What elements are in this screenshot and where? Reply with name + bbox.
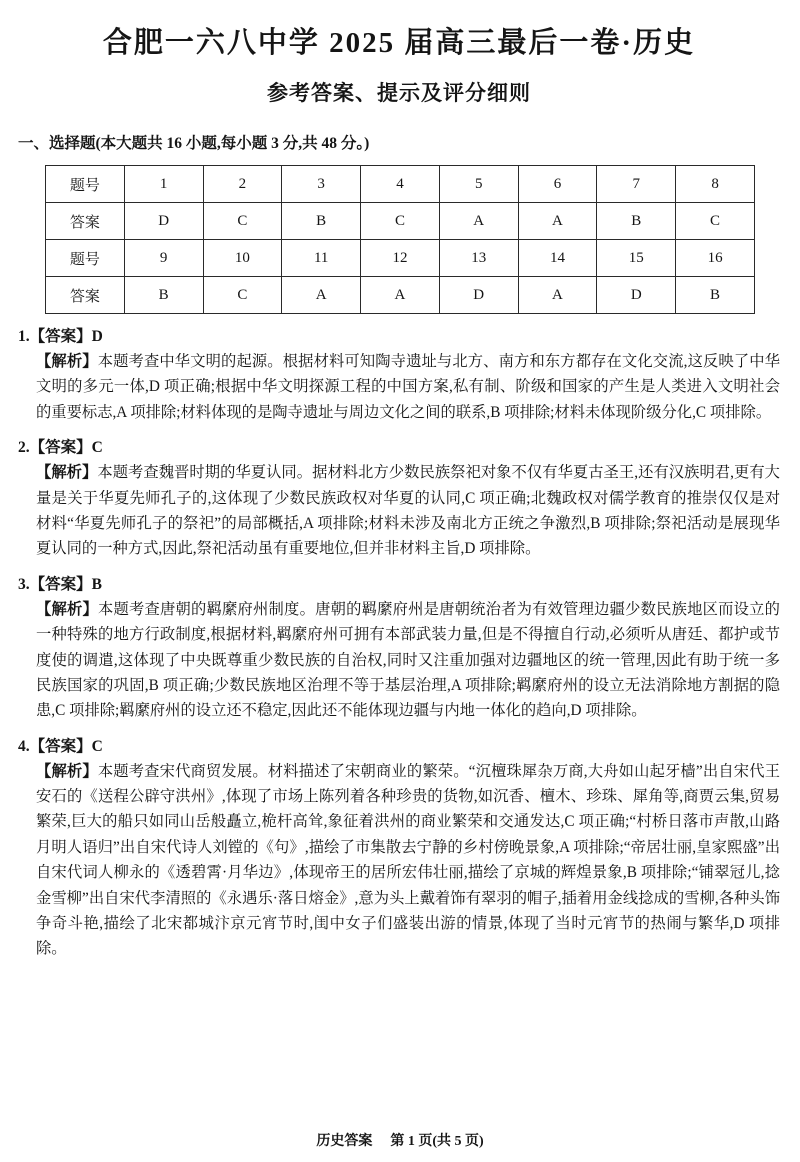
table-row (46, 277, 755, 314)
table-cell: B (676, 277, 755, 314)
doc-title: 合肥一六八中学 2025 届高三最后一卷·历史 (102, 27, 696, 59)
answer-item-3 (18, 572, 780, 724)
analysis-label: 【解析】 (36, 464, 98, 482)
table-cell: D (124, 203, 203, 240)
table-cell: B (282, 203, 361, 240)
page-footer (0, 1130, 800, 1150)
table-cell: 12 (361, 240, 440, 277)
analysis-paragraph (36, 759, 780, 962)
table-cell: 14 (518, 240, 597, 277)
table-cell: A (361, 277, 440, 314)
section-heading: 一、选择题(本大题共 16 小题,每小题 3 分,共 48 分。) (18, 135, 370, 152)
analysis-text: 本题考查宋代商贸发展。材料描述了宋朝商业的繁荣。“沉檀珠犀杂万商,大舟如山起牙樯”出自宋代王安石的《送程公辟守洪州》,体现了市场上陈列着各种珍贵的货物,如沉香、檀木、珍珠、犀角等,商贾云集,贸易繁荣,巨大的船只如同山岳般矗立,桅杆高耸,象征着洪州的商业繁荣和交通发达,C 项正确;“村桥日落市声散,山路月明人语归”出自宋代诗人刘镗的《句》,描绘了市集散去宁静的乡村傍晚景象,A 项排除;“帝居壮丽,皇家熙盛”出自宋代词人柳永的《透碧霄·月华边》,体现帝王的居所宏伟壮丽,描绘了京城的辉煌景象,B 项排除;“铺翠冠儿,捻金雪柳”出自宋代李清照的《永遇乐·落日熔金》,意为头上戴着饰有翠羽的帽子,插着用金线捻成的雪柳,各种头饰争奇斗艳,描绘了北宋都城汴京元宵节时,闺中女子们盛装出游的情景,体现了当时元宵节的热闹与繁华,D 项排除。 (36, 762, 780, 958)
table-cell: 16 (676, 240, 755, 277)
table-cell: 4 (361, 166, 440, 203)
answer-item-2 (18, 435, 780, 562)
analysis-text: 本题考查中华文明的起源。根据材料可知陶寺遗址与北方、南方和东方都存在文化交流,这反映了中华文明的多元一体,D 项正确;根据中华文明探源工程的中国方案,私有制、阶级和国家的产生是人类进入文明社会的重要标志,A 项排除;材料体现的是陶寺遗址与周边文化之间的联系,B 项排除;材料未体现阶级分化,C 项排除。 (36, 353, 780, 421)
table-cell: D (439, 277, 518, 314)
answer-line: 1.【答案】D (18, 328, 103, 345)
table-cell: 题号 (46, 240, 125, 277)
analysis-label: 【解析】 (36, 600, 99, 618)
answer-table (45, 165, 755, 314)
table-cell: D (597, 277, 676, 314)
table-cell: 7 (597, 166, 676, 203)
table-cell: 答案 (46, 277, 125, 314)
analysis-label: 【解析】 (36, 762, 98, 780)
table-cell: 15 (597, 240, 676, 277)
table-cell: A (518, 203, 597, 240)
analysis-paragraph (36, 349, 780, 425)
table-cell: 6 (518, 166, 597, 203)
table-cell: 10 (203, 240, 282, 277)
table-cell: C (203, 203, 282, 240)
footer-subject-label: 历史答案 (316, 1134, 373, 1149)
answer-line: 2.【答案】C (18, 439, 103, 457)
analysis-text: 本题考查魏晋时期的华夏认同。据材料北方少数民族祭祀对象不仅有华夏古圣王,还有汉族明君,更有大量是关于华夏先师孔子的,这体现了少数民族政权对华夏的认同,C 项正确;北魏政权对儒学教育的推崇仅仅是对材料“华夏先师孔子的祭祀”的局部概括,A 项排除;材料未涉及南北方正统之争激烈,B 项排除;祭祀活动是展现华夏认同的一种方式,因此,祭祀活动虽有重要地位,但并非材料主旨,D 项排除。 (36, 464, 780, 558)
table-cell: 8 (676, 166, 755, 203)
table-cell: 题号 (46, 166, 125, 203)
analysis-text: 本题考查唐朝的羁縻府州制度。唐朝的羁縻府州是唐朝统治者为有效管理边疆少数民族地区而设立的一种特殊的地方行政制度,根据材料,羁縻府州可拥有本部武装力量,但是不得擅自行动,必须听从唐廷、都护或节度使的调遣,这体现了中央既尊重少数民族的自治权,同时又注重加强对边疆地区的统一管理,因此有助于统一多民族国家的巩固,B 项正确;少数民族地区治理不等于基层治理,A 项排除;羁縻府州的设立无法消除地方割据的隐患,C 项排除;羁縻府州的设立还不稳定,因此还不能体现边疆与内地一体化的趋向,D 项排除。 (36, 600, 780, 720)
table-cell: C (361, 203, 440, 240)
table-cell: A (282, 277, 361, 314)
table-cell: 1 (124, 166, 203, 203)
table-cell: B (124, 277, 203, 314)
table-cell: A (439, 203, 518, 240)
table-row (46, 203, 755, 240)
footer-page-number: 第 1 页(共 5 页) (390, 1134, 484, 1149)
table-cell: C (676, 203, 755, 240)
doc-subtitle: 参考答案、提示及评分细则 (267, 81, 531, 105)
table-cell: 2 (203, 166, 282, 203)
table-row (46, 166, 755, 203)
table-cell: 答案 (46, 203, 125, 240)
answer-item-1 (18, 324, 780, 425)
analysis-paragraph (36, 597, 780, 724)
table-cell: A (518, 277, 597, 314)
table-cell: C (203, 277, 282, 314)
table-cell: 9 (124, 240, 203, 277)
answer-item-4 (18, 734, 780, 962)
table-cell: 11 (282, 240, 361, 277)
table-cell: 13 (439, 240, 518, 277)
table-cell: B (597, 203, 676, 240)
table-cell: 5 (439, 166, 518, 203)
analysis-label: 【解析】 (36, 353, 98, 370)
analysis-paragraph (36, 460, 780, 562)
answer-line: 3.【答案】B (18, 575, 102, 593)
table-cell: 3 (282, 166, 361, 203)
table-row (46, 240, 755, 277)
answer-line: 4.【答案】C (18, 737, 103, 755)
